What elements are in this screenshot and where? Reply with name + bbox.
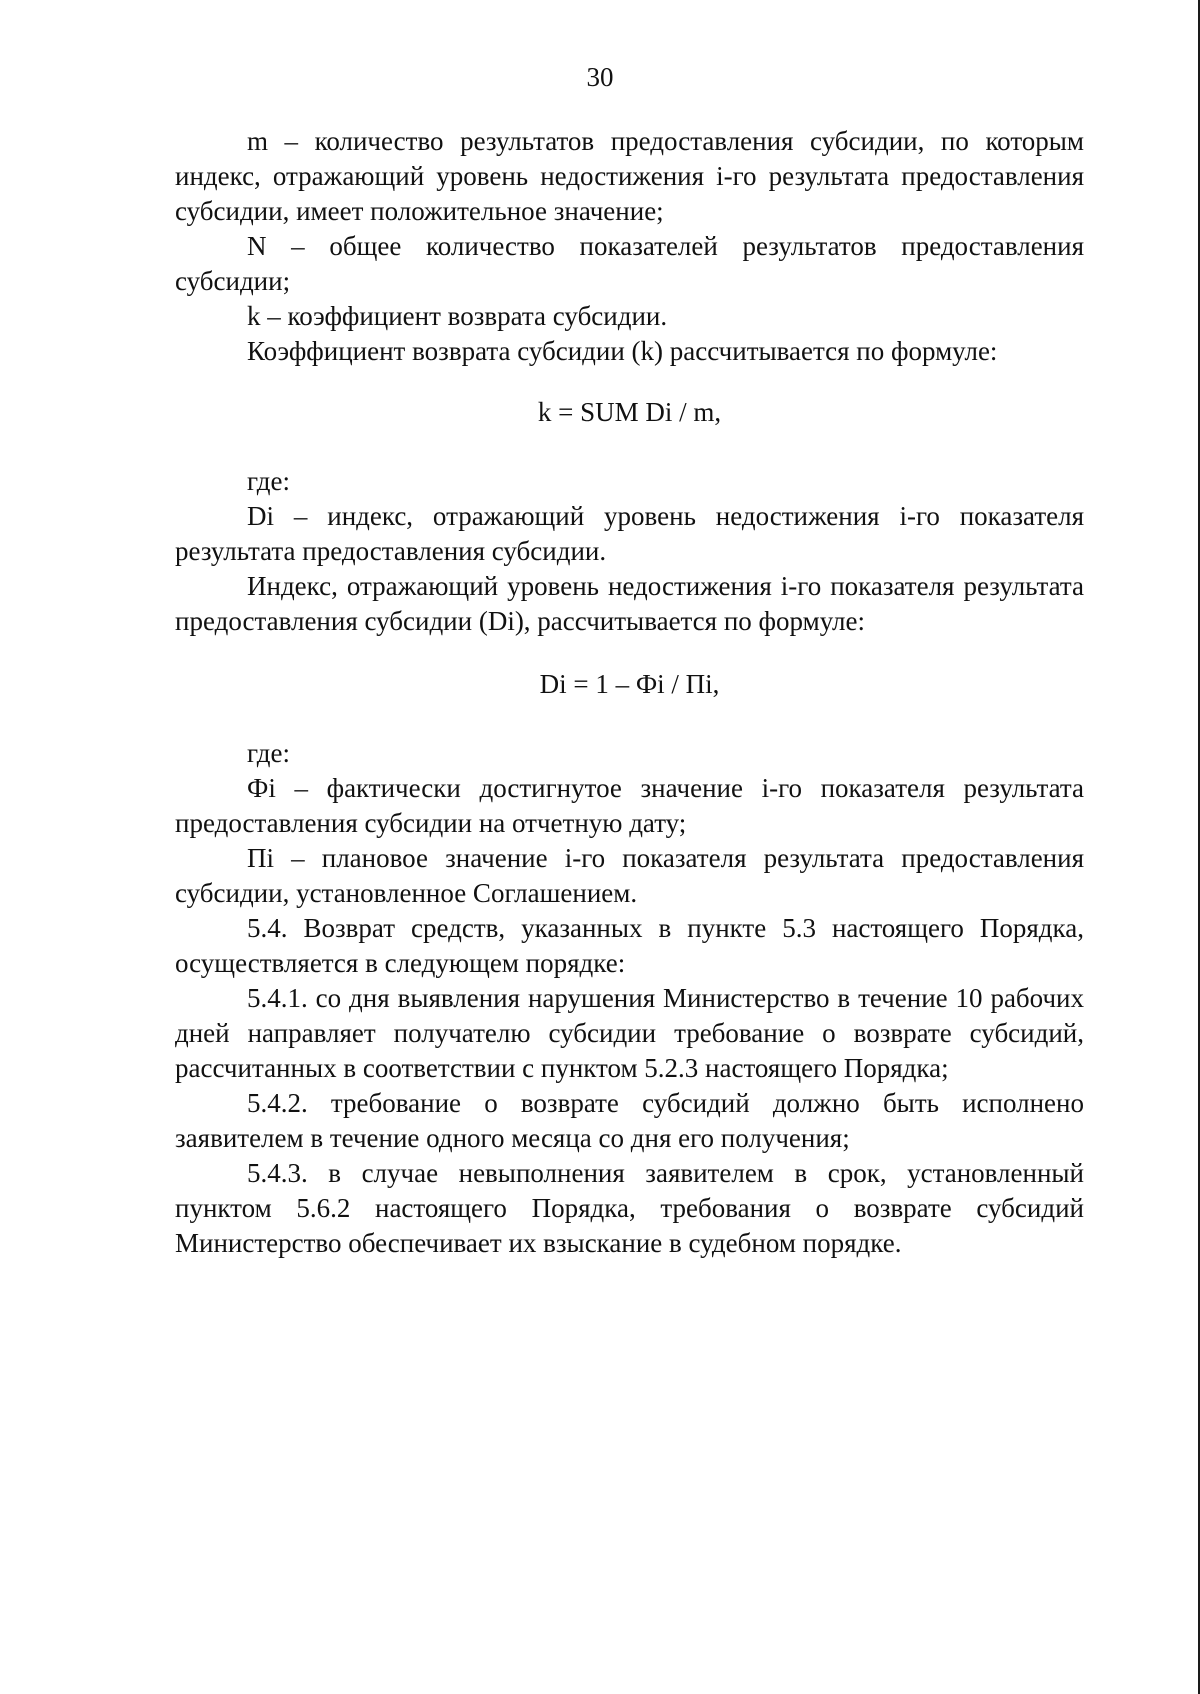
paragraph-fi-definition: Фi – фактически достигнутое значение i-го показателя результата предоставления субсидии на отчетную дату; [175,773,1084,838]
paragraph-where-1: где: [247,466,290,496]
paragraph-5-4: 5.4. Возврат средств, указанных в пункте 5.3 настоящего Порядка, осуществляется в следующем порядке: [175,913,1084,978]
paragraph-5-4-3: 5.4.3. в случае невыполнения заявителем в срок, установленный пунктом 5.6.2 настоящего Порядка, требования о возврате субсидий Министерство обеспечивает их взыскание в судебном порядке. [175,1158,1084,1258]
paragraph-5-4-1: 5.4.1. со дня выявления нарушения Министерство в течение 10 рабочих дней направляет получателю субсидии требование о возврате субсидий, рассчитанных в соответствии с пунктом 5.2.3 настоящего Порядка; [175,983,1084,1083]
formula-di: Di = 1 – Фi / Пi, [539,669,720,699]
paragraph-where-2: где: [247,738,290,768]
paragraph-m-definition: m – количество результатов предоставления субсидии, по которым индекс, отражающий уровень недостижения i-го результата предоставления субсидии, имеет положительное значение; [175,126,1084,226]
paragraph-5-4-2: 5.4.2. требование о возврате субсидий должно быть исполнено заявителем в течение одного месяца со дня его получения; [175,1088,1084,1153]
document-body [175,124,1084,1261]
paragraph-k-definition: k – коэффициент возврата субсидии. [247,301,668,331]
paragraph-di-formula-intro: Индекс, отражающий уровень недостижения i-го показателя результата предоставления субсидии (Di), рассчитывается по формуле: [175,571,1084,636]
paragraph-pi-definition: Пi – плановое значение i-го показателя результата предоставления субсидии, установленное Соглашением. [175,843,1084,908]
paragraph-n-definition: N – общее количество показателей результатов предоставления субсидии; [175,231,1084,296]
formula-k: k = SUM Di / m, [537,397,722,427]
page-number: 30 [586,62,614,92]
paragraph-k-formula-intro: Коэффициент возврата субсидии (k) рассчитывается по формуле: [247,336,998,366]
paragraph-di-definition: Di – индекс, отражающий уровень недостижения i-го показателя результата предоставления субсидии. [175,501,1084,566]
